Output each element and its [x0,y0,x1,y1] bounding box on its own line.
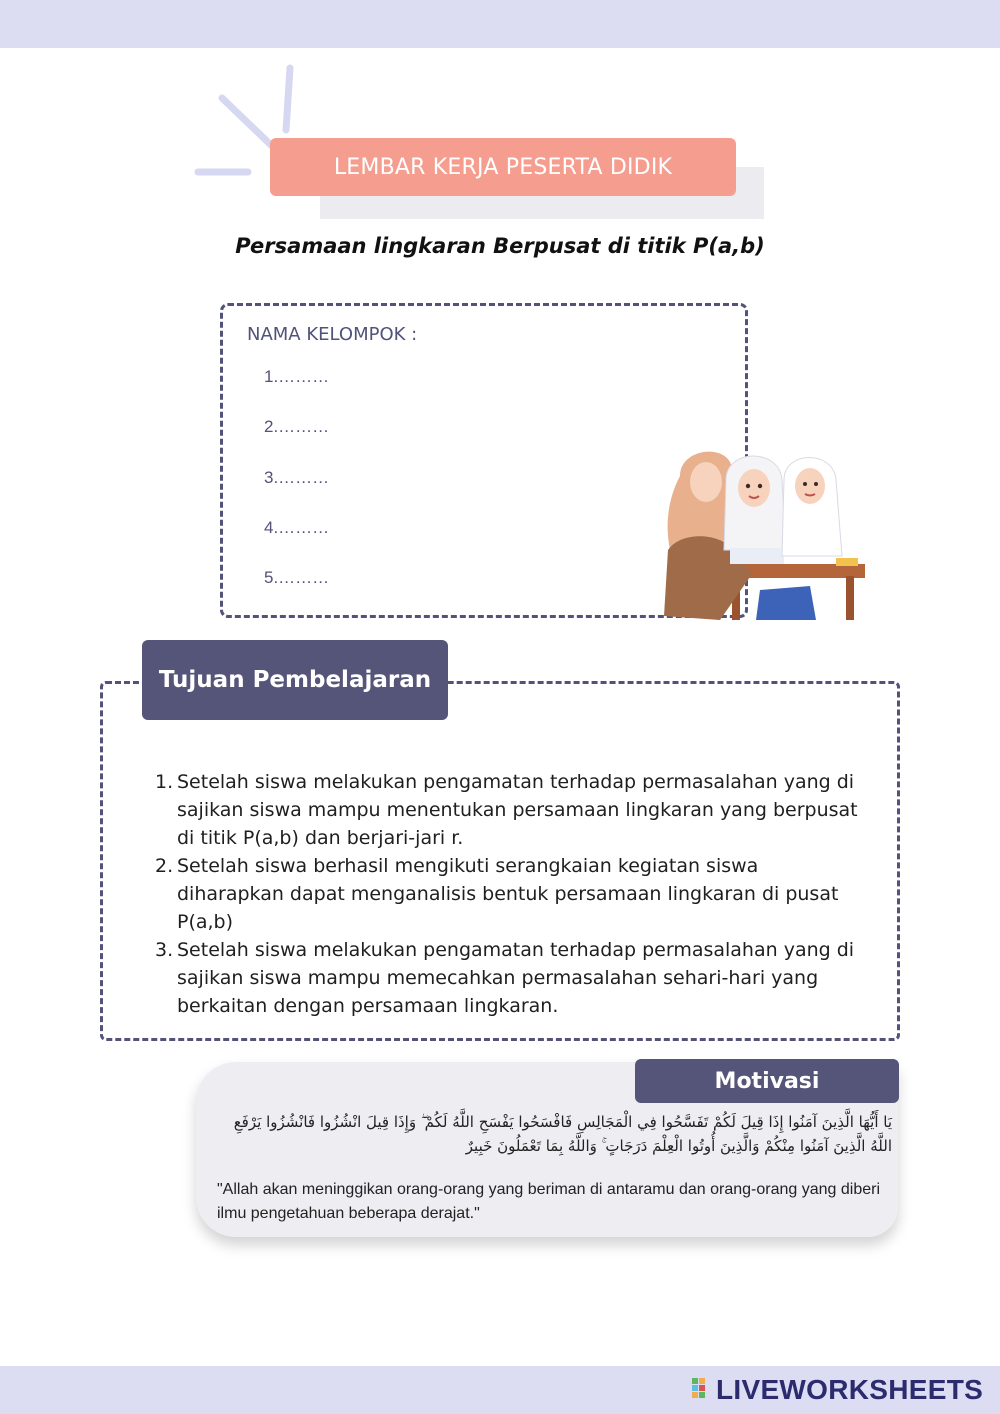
verse-translation: "Allah akan meninggikan orang-orang yang beriman di antaramu dan orang-orang yang diberi ilmu pengetahuan beberapa derajat." [217,1181,880,1222]
arabic-verse: يَا أَيُّهَا الَّذِينَ آمَنُوا إِذَا قِيلَ لَكُمْ تَفَسَّحُوا فِي الْمَجَالِسِ فَافْسَحُوا يَفْسَحِ اللَّهُ لَكُمْ ۖ وَإِذَا قِيلَ انْشُزُوا فَانْشُزُوا يَرْفَعِ اللَّهُ الَّذِينَ آمَنُوا مِنْكُمْ وَالَّذِينَ أُوتُوا الْعِلْمَ دَرَجَاتٍ ۚ وَاللَّهُ بِمَا تَعْمَلُونَ خَبِيرٌ [233,1113,892,1155]
list-item [150,852,870,936]
top-band [0,0,1000,48]
member-line-5[interactable]: 5.……… [264,568,330,587]
worksheet-banner: LEMBAR KERJA PESERTA DIDIK [270,138,736,196]
list-item [150,936,870,1020]
list-item-number: 1. [155,771,174,793]
group-label: NAMA KELOMPOK : [247,324,418,345]
list-item-number: 3. [155,939,174,961]
liveworksheets-logo[interactable] [692,1374,983,1406]
students-illustration [660,440,865,620]
list-item [150,768,870,852]
learning-goals-title: Tujuan Pembelajaran [142,640,448,720]
member-line-3[interactable]: 3.……… [264,468,330,487]
list-item-text: Setelah siswa melakukan pengamatan terhadap permasalahan yang di sajikan siswa mampu memecahkan permasalahan sehari-hari yang berkaitan dengan persamaan lingkaran. [177,939,855,1017]
logo-icon [692,1378,712,1402]
member-line-2[interactable]: 2.……… [264,417,330,436]
page-subtitle: Persamaan lingkaran Berpusat di titik P(a,b) [235,234,765,258]
list-item-text: Setelah siswa melakukan pengamatan terhadap permasalahan yang di sajikan siswa mampu menentukan persamaan lingkaran yang berpusat di titik P(a,b) dan berjari-jari r. [177,771,858,849]
member-line-1[interactable]: 1.……… [264,367,330,386]
motivation-title: Motivasi [635,1059,899,1103]
list-item-number: 2. [155,855,174,877]
member-line-4[interactable]: 4.……… [264,518,330,537]
list-item-text: Setelah siswa berhasil mengikuti serangkaian kegiatan siswa diharapkan dapat menganalisis bentuk persamaan lingkaran di pusat P(a,b) [177,855,839,933]
logo-text: LIVEWORKSHEETS [716,1374,984,1405]
learning-goals-list [150,768,870,1020]
